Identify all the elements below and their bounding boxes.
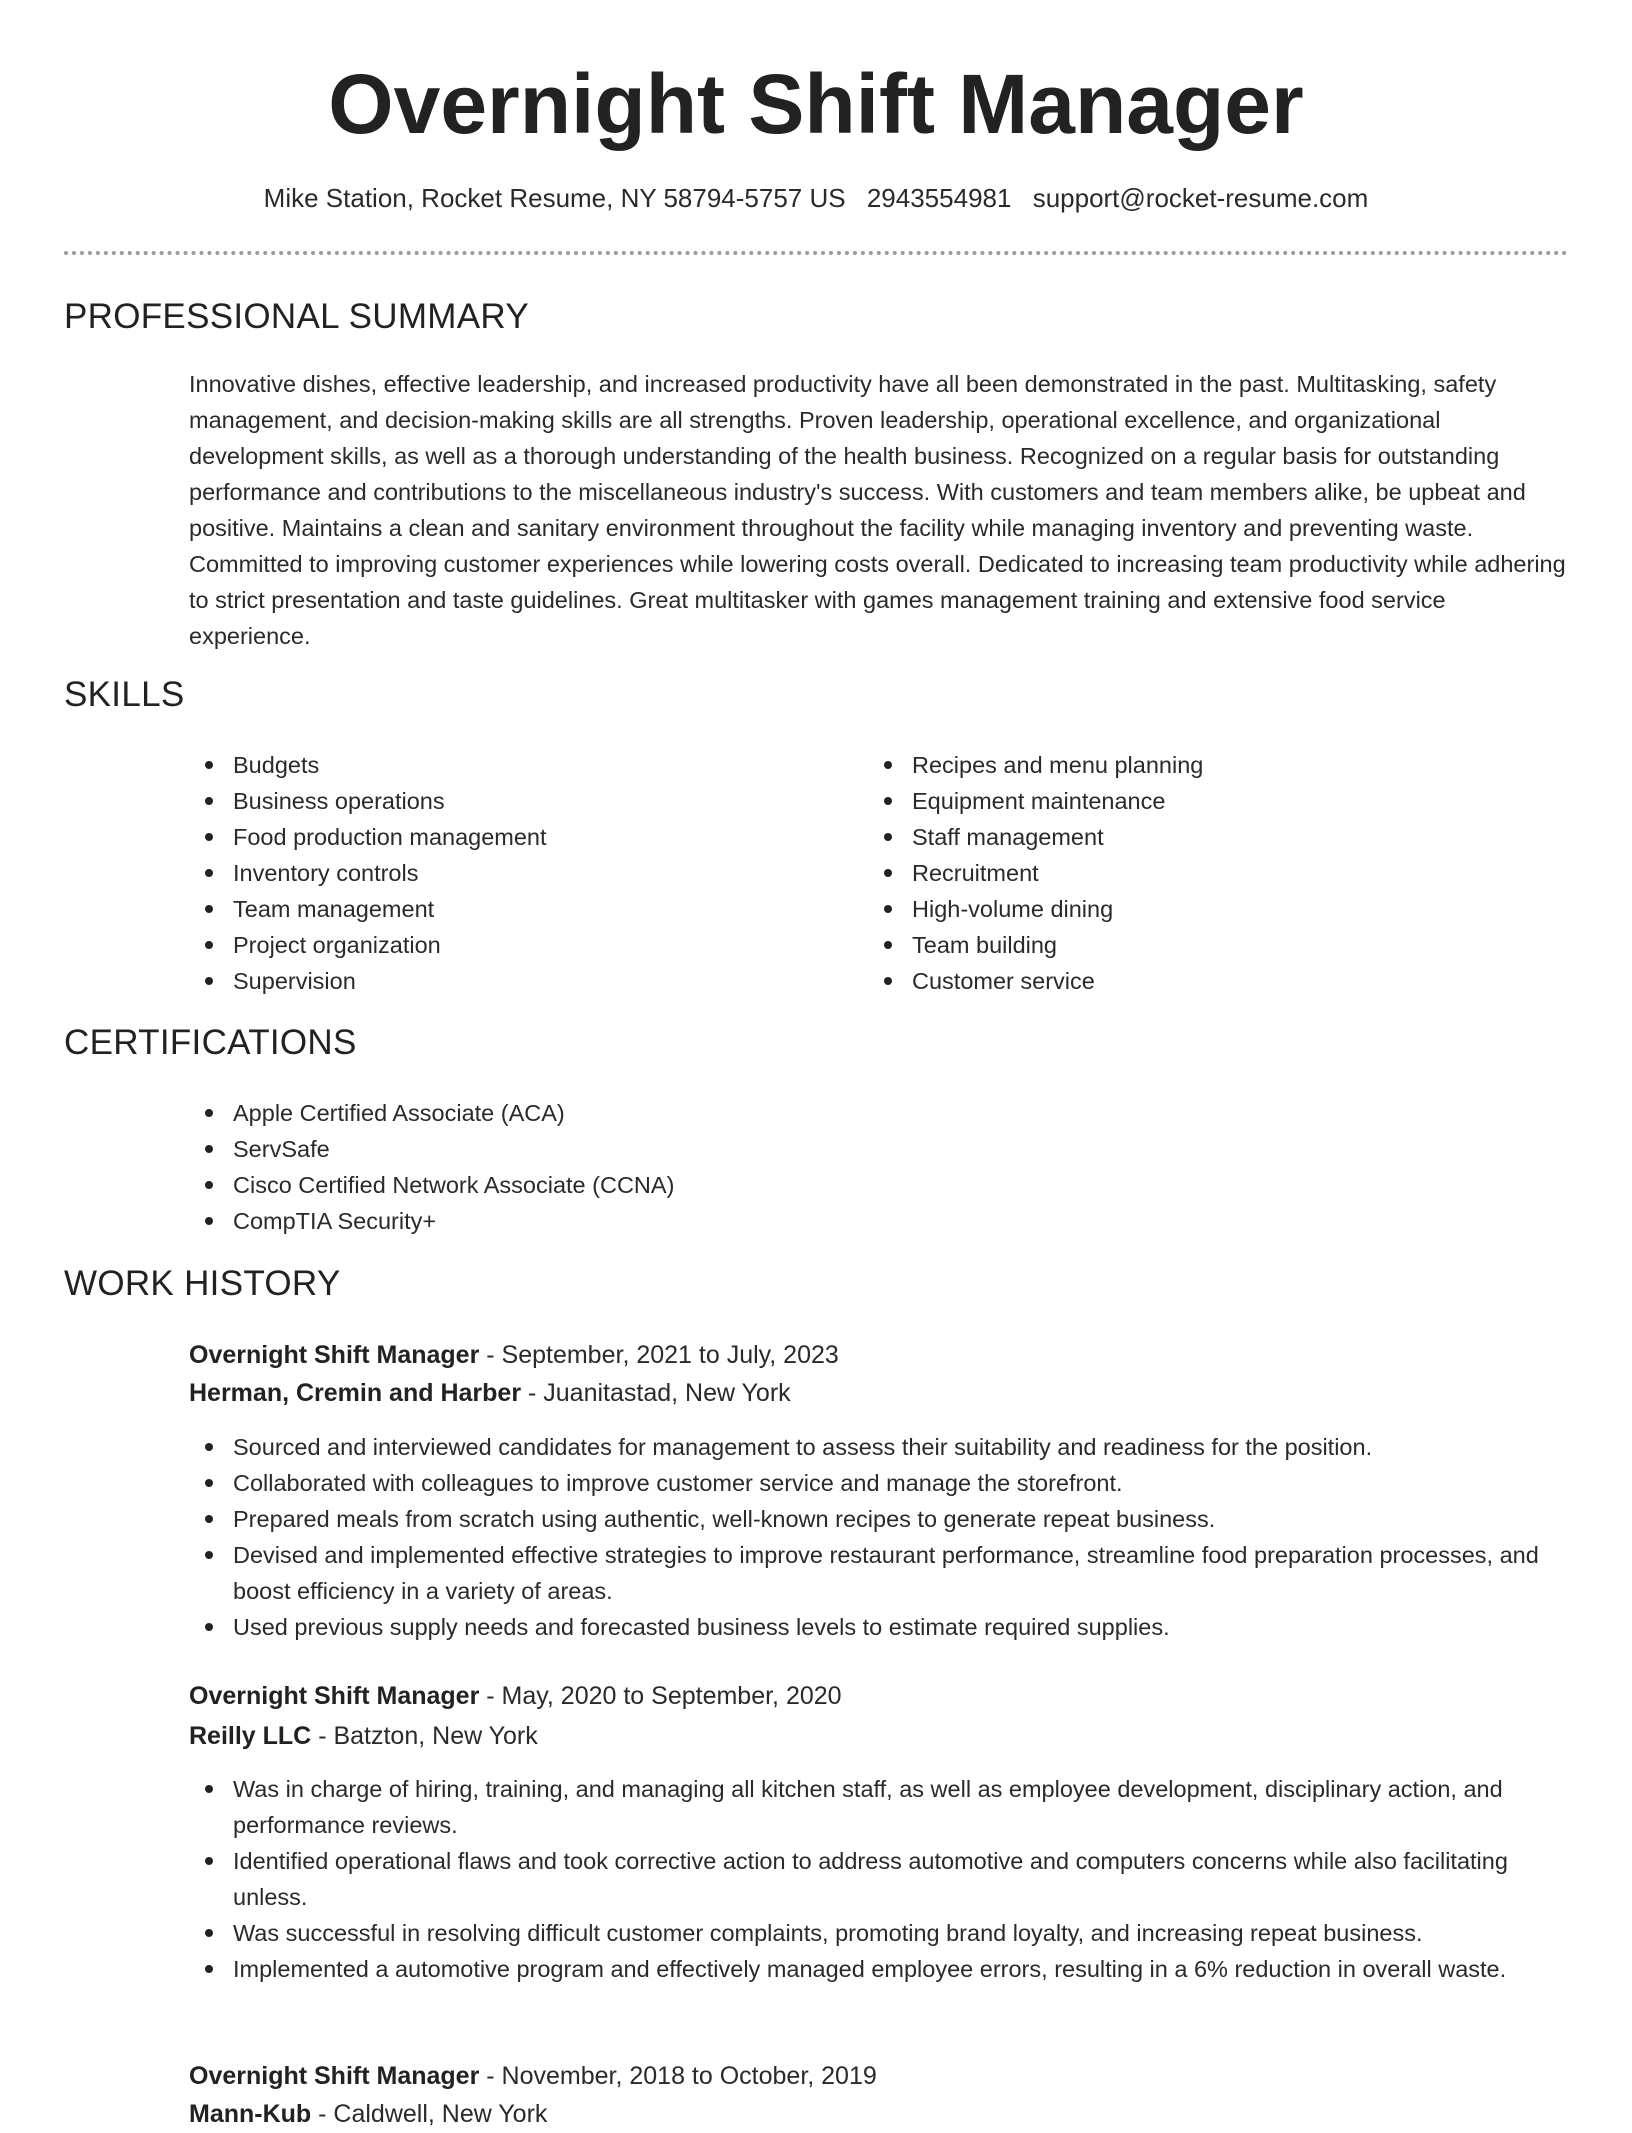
- list-item: Devised and implemented effective strategies to improve restaurant performance, streamline food preparation processes, and boost efficiency in a variety of areas.: [189, 1537, 1569, 1609]
- contact-email: support@rocket-resume.com: [1032, 183, 1369, 213]
- job-role: Overnight Shift Manager: [189, 2062, 480, 2090]
- certifications-list: [189, 1095, 1089, 1239]
- job-title-line: [189, 1677, 842, 1715]
- list-item: Was successful in resolving difficult customer complaints, promoting brand loyalty, and increasing repeat business.: [189, 1915, 1569, 1951]
- list-item: Equipment maintenance: [868, 783, 1568, 819]
- job-company: Mann-Kub: [189, 2100, 312, 2128]
- list-item: Implemented a automotive program and effectively managed employee errors, resulting in a 6% reduction in overall waste.: [189, 1951, 1569, 1987]
- section-title-skills: SKILLS: [64, 675, 185, 714]
- job-role: Overnight Shift Manager: [189, 1341, 480, 1369]
- contact-phone: 2943554981: [866, 183, 1012, 213]
- list-item: Cisco Certified Network Associate (CCNA): [189, 1167, 1089, 1203]
- job-title-line: [189, 2057, 877, 2095]
- list-item: Recipes and menu planning: [868, 747, 1568, 783]
- list-item: Inventory controls: [189, 855, 829, 891]
- contact-address: Mike Station, Rocket Resume, NY 58794-5757 US: [263, 183, 846, 213]
- job-location: - Batzton, New York: [311, 1722, 538, 1750]
- job-location: - Juanitastad, New York: [521, 1379, 791, 1407]
- list-item: Collaborated with colleagues to improve customer service and manage the storefront.: [189, 1465, 1569, 1501]
- list-item: Customer service: [868, 963, 1568, 999]
- job-company-line: [189, 1374, 791, 1412]
- list-item: Team management: [189, 891, 829, 927]
- contact-line: [0, 178, 1632, 218]
- job-role: Overnight Shift Manager: [189, 1682, 480, 1710]
- section-title-work-history: WORK HISTORY: [64, 1264, 341, 1303]
- list-item: Food production management: [189, 819, 829, 855]
- job-bullets: [189, 1771, 1569, 1987]
- list-item: Supervision: [189, 963, 829, 999]
- resume-name-title: Overnight Shift Manager: [328, 57, 1304, 151]
- header-divider: [64, 251, 1568, 255]
- job-dates: - September, 2021 to July, 2023: [479, 1341, 839, 1369]
- list-item: Staff management: [868, 819, 1568, 855]
- section-title-summary: PROFESSIONAL SUMMARY: [64, 297, 529, 336]
- list-item: Business operations: [189, 783, 829, 819]
- job-location: - Caldwell, New York: [311, 2100, 548, 2128]
- job-company-line: [189, 1717, 538, 1755]
- list-item: Project organization: [189, 927, 829, 963]
- job-company-line: [189, 2095, 547, 2133]
- list-item: Identified operational flaws and took corrective action to address automotive and computers concerns while also facilitating unless.: [189, 1843, 1569, 1915]
- list-item: Prepared meals from scratch using authentic, well-known recipes to generate repeat business.: [189, 1501, 1569, 1537]
- skills-list-right: [868, 747, 1568, 999]
- job-company: Herman, Cremin and Harber: [189, 1379, 522, 1407]
- list-item: Team building: [868, 927, 1568, 963]
- summary-text: Innovative dishes, effective leadership, and increased productivity have all been demonstrated in the past. Multitasking, safety management, and decision-making skills are all strengths. Proven leadership, operational excellence, and organizational development skills, as well as a thorough understanding of the health business. Recognized on a regular basis for outstanding performance and contributions to the miscellaneous industry's success. With customers and team members alike, be upbeat and positive. Maintains a clean and sanitary environment throughout the facility while managing inventory and preventing waste. Committed to improving customer experiences while lowering costs overall. Dedicated to increasing team productivity while adhering to strict presentation and taste guidelines. Great multitasker with games management training and extensive food service experience.: [189, 371, 1566, 649]
- list-item: ServSafe: [189, 1131, 1089, 1167]
- list-item: Sourced and interviewed candidates for management to assess their suitability and readiness for the position.: [189, 1429, 1569, 1465]
- list-item: Apple Certified Associate (ACA): [189, 1095, 1089, 1131]
- section-title-certifications: CERTIFICATIONS: [64, 1023, 357, 1062]
- job-bullets: [189, 1429, 1569, 1645]
- list-item: Was in charge of hiring, training, and managing all kitchen staff, as well as employee development, disciplinary action, and performance reviews.: [189, 1771, 1569, 1843]
- job-company: Reilly LLC: [189, 1722, 312, 1750]
- list-item: CompTIA Security+: [189, 1203, 1089, 1239]
- job-dates: - November, 2018 to October, 2019: [479, 2062, 877, 2090]
- job-title-line: [189, 1336, 839, 1374]
- list-item: Used previous supply needs and forecasted business levels to estimate required supplies.: [189, 1609, 1569, 1645]
- skills-list-left: [189, 747, 829, 999]
- list-item: High-volume dining: [868, 891, 1568, 927]
- list-item: Recruitment: [868, 855, 1568, 891]
- job-dates: - May, 2020 to September, 2020: [479, 1682, 842, 1710]
- list-item: Budgets: [189, 747, 829, 783]
